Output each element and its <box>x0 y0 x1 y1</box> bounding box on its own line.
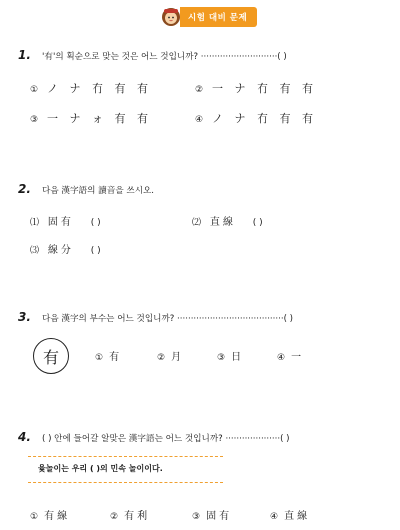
q3-option-1[interactable]: ① 有 <box>95 352 123 363</box>
section-header <box>160 6 257 28</box>
question-1 <box>18 44 287 63</box>
q3-option-3[interactable]: ③ 日 <box>217 352 245 363</box>
q4-option-1[interactable]: ① 有線 <box>30 511 71 522</box>
q3-option-4[interactable]: ④ 一 <box>277 352 305 363</box>
question-text: 다음 漢字語의 讀音을 쓰시오. <box>42 186 155 196</box>
q1-option-3[interactable]: ③ 一 ナ ォ 有 有 <box>30 112 152 125</box>
q1-option-4[interactable]: ④ ノ ナ 冇 有 有 <box>195 112 317 125</box>
divider-top <box>28 456 223 457</box>
question-number: 4. <box>18 430 31 444</box>
answer-blank[interactable]: ( ) <box>90 218 101 228</box>
section-title: 시험 대비 문제 <box>180 7 257 27</box>
question-number: 2. <box>18 182 31 196</box>
q4-option-2[interactable]: ② 有利 <box>110 511 151 522</box>
answer-blank[interactable]: ( ) <box>252 218 263 228</box>
q2-item-3: ⑶ 線分 ( ) <box>30 245 101 256</box>
question-4 <box>18 426 290 445</box>
divider-bottom <box>28 482 223 483</box>
q2-item-2: ⑵ 直線 ( ) <box>192 217 263 228</box>
q3-option-2[interactable]: ② 月 <box>157 352 185 363</box>
question-2 <box>18 178 154 197</box>
question-text: '有'의 획순으로 맞는 것은 어느 것입니까? ····························( ) <box>42 52 287 62</box>
question-text: 다음 漢字의 부수는 어느 것입니까? ·······································( ) <box>42 314 294 324</box>
target-character: 有 <box>33 338 69 374</box>
question-text: ( ) 안에 들어갈 알맞은 漢字語는 어느 것입니까? ····················( ) <box>42 434 290 444</box>
q4-option-3[interactable]: ③ 固有 <box>192 511 233 522</box>
q4-option-4[interactable]: ④ 直線 <box>270 511 311 522</box>
question-3 <box>18 306 293 325</box>
example-sentence: 윷놀이는 우리 ( )의 민속 놀이이다. <box>38 464 163 473</box>
q1-option-2[interactable]: ② 一 ナ 冇 有 有 <box>195 82 317 95</box>
q2-item-1: ⑴ 固有 ( ) <box>30 217 101 228</box>
mascot-icon <box>160 6 182 28</box>
q1-option-1[interactable]: ① ノ ナ 冇 有 有 <box>30 82 152 95</box>
question-number: 3. <box>18 310 31 324</box>
answer-blank[interactable]: ( ) <box>90 246 101 256</box>
question-number: 1. <box>18 48 31 62</box>
